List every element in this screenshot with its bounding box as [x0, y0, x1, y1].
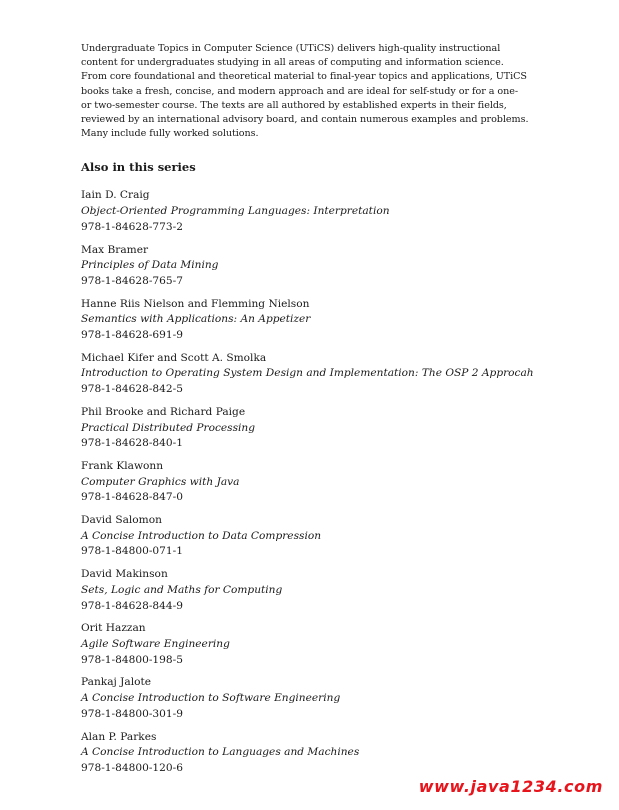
book-title: Computer Graphics with Java	[81, 475, 240, 488]
book-isbn: 978-1-84628-765-7	[81, 274, 183, 287]
book-title: Principles of Data Mining	[81, 259, 219, 272]
book-isbn: 978-1-84628-840-1	[81, 437, 183, 450]
book-entry-3	[81, 297, 531, 344]
book-author: Orit Hazzan	[81, 622, 146, 635]
book-author: Alan P. Parkes	[81, 730, 157, 743]
book-entry-9	[81, 621, 531, 668]
book-author: Hanne Riis Nielson and Flemming Nielson	[81, 297, 310, 310]
book-author: Phil Brooke and Richard Paige	[81, 405, 246, 418]
book-isbn: 978-1-84800-120-6	[81, 761, 183, 774]
book-entry-11	[81, 730, 531, 777]
book-author: David Salomon	[81, 514, 162, 527]
book-title: Object-Oriented Programming Languages: Interpretation	[81, 205, 390, 218]
book-isbn: 978-1-84800-198-5	[81, 653, 183, 666]
book-entry-4	[81, 351, 534, 398]
book-isbn: 978-1-84628-847-0	[81, 491, 183, 504]
book-entry-1	[81, 188, 531, 235]
book-author: Pankaj Jalote	[81, 676, 152, 689]
book-title: A Concise Introduction to Software Engineering	[81, 692, 341, 705]
book-entry-5	[81, 405, 531, 452]
book-isbn: 978-1-84628-773-2	[81, 220, 183, 233]
book-isbn: 978-1-84628-844-9	[81, 599, 183, 612]
book-author: Frank Klawonn	[81, 459, 164, 472]
book-isbn: 978-1-84628-691-9	[81, 329, 183, 342]
book-isbn: 978-1-84800-301-9	[81, 707, 183, 720]
series-heading: Also in this series	[81, 160, 196, 175]
document-page	[81, 42, 534, 784]
book-author: Iain D. Craig	[81, 189, 150, 202]
book-title: A Concise Introduction to Languages and Machines	[81, 746, 360, 759]
book-title: Introduction to Operating System Design and Implementation: The OSP 2 Approcah	[81, 367, 534, 380]
book-entry-8	[81, 567, 531, 614]
book-author: David Makinson	[81, 568, 168, 581]
book-title: Semantics with Applications: An Appetizer	[81, 313, 311, 326]
book-entry-10	[81, 675, 531, 722]
book-isbn: 978-1-84800-071-1	[81, 545, 183, 558]
book-title: Agile Software Engineering	[81, 638, 230, 650]
book-author: Max Bramer	[81, 243, 149, 256]
book-isbn: 978-1-84628-842-5	[81, 383, 183, 396]
watermark-text: www.java1234.com	[418, 777, 603, 796]
book-title: Sets, Logic and Maths for Computing	[81, 583, 283, 596]
book-entry-2	[81, 243, 531, 290]
intro-paragraph: Undergraduate Topics in Computer Science (UTiCS) delivers high-quality instructional content for undergraduates studying in all areas of computing and information science. From core foundational and theoretical material to final-year topics and applications, UTiCS books take a fresh, concise, and modern approach and are ideal for self-study or for a one- or two-semester course. The texts are all authored by established experts in their fields, reviewed by an international advisory board, and contain numerous examples and problems. Many include fully worked solutions.	[81, 43, 529, 140]
book-entry-6	[81, 459, 531, 506]
book-title: Practical Distributed Processing	[81, 421, 256, 434]
book-author: Michael Kifer and Scott A. Smolka	[81, 351, 267, 364]
book-title: A Concise Introduction to Data Compression	[81, 529, 322, 542]
book-entry-7	[81, 513, 531, 560]
